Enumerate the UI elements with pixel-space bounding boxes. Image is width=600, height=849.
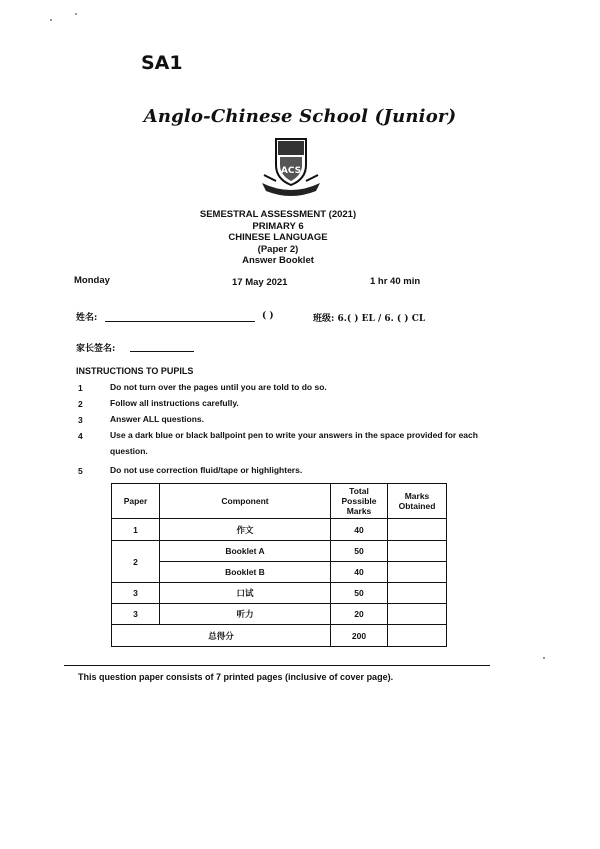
header-marks-obtained: Marks Obtained [388,484,447,519]
table-row [112,519,447,541]
instructions-title: INSTRUCTIONS TO PUPILS [76,366,194,376]
table-row [112,604,447,625]
header-line: Answer Booklet [242,255,314,266]
cell-paper: 3 [112,604,160,625]
table-total-row [112,625,447,647]
header-line: SEMESTRAL ASSESSMENT (2021) [199,209,357,220]
cell-total: 50 [331,583,388,604]
instruction-text: Do not use correction fluid/tape or highlighters. [110,465,303,475]
name-field[interactable] [105,321,255,322]
assessment-tag: SA1 [141,52,183,74]
header-component: Component [160,484,331,519]
cell-obtained[interactable] [388,562,447,583]
cell-total: 40 [331,562,388,583]
header-line: (Paper 2) [257,243,299,255]
grand-total-value: 200 [331,625,388,647]
exam-duration: 1 hr 40 min [370,276,421,287]
cell-total: 40 [331,519,388,541]
scan-speck [75,13,77,15]
cell-obtained[interactable] [388,583,447,604]
instruction-number: 2 [78,399,83,409]
scan-speck [50,19,52,21]
grand-total-label: 总得分 [112,625,331,647]
cell-obtained-total[interactable] [388,625,447,647]
svg-text:ACS: ACS [280,166,302,176]
header-line: PRIMARY 6 [252,220,304,232]
parent-signature-label: 家长签名: [76,344,116,354]
instruction-text: Do not turn over the pages until you are told to do so. [110,382,327,392]
marks-table [111,483,447,647]
instruction-text: Follow all instructions carefully. [110,398,239,408]
table-row [112,541,447,562]
cell-obtained[interactable] [388,604,447,625]
cell-component: 口试 [160,583,331,604]
table-header-row [112,484,447,519]
cell-paper: 3 [112,583,160,604]
cell-total: 20 [331,604,388,625]
cell-obtained[interactable] [388,519,447,541]
footer-note: This question paper consists of 7 printed pages (inclusive of cover page). [78,672,394,682]
index-number-field[interactable]: ( ) [262,311,274,321]
school-name: Anglo-Chinese School (Junior) [143,106,457,127]
paper-header [0,209,556,267]
cell-component: 听力 [160,604,331,625]
header-total-marks: Total Possible Marks [331,484,388,519]
header-line: CHINESE LANGUAGE [228,232,328,243]
class-field[interactable]: 班级: 6.( ) EL / 6. ( ) CL [313,314,426,324]
exam-date: 17 May 2021 [232,277,288,288]
cell-component: Booklet A [160,541,331,562]
cell-total: 50 [331,541,388,562]
name-label: 姓名: [76,313,98,323]
cell-obtained[interactable] [388,541,447,562]
parent-signature-field[interactable] [130,351,194,352]
instruction-number: 5 [78,466,83,476]
instruction-text: Answer ALL questions. [110,414,204,424]
cell-paper: 1 [112,519,160,541]
cell-paper: 2 [112,541,160,583]
table-row [112,583,447,604]
instruction-text: Use a dark blue or black ballpoint pen to write your answers in the space provided for each question. [110,430,478,456]
instruction-number: 1 [78,383,83,393]
school-crest-logo [258,135,324,197]
exam-day: Monday [74,275,110,286]
cell-component: 作文 [160,519,331,541]
header-paper: Paper [112,484,160,519]
instruction-number: 3 [78,415,83,425]
scan-speck [543,657,545,659]
table-row [112,562,447,583]
instruction-number: 4 [78,431,83,441]
cell-component: Booklet B [160,562,331,583]
footer-divider [64,665,490,666]
